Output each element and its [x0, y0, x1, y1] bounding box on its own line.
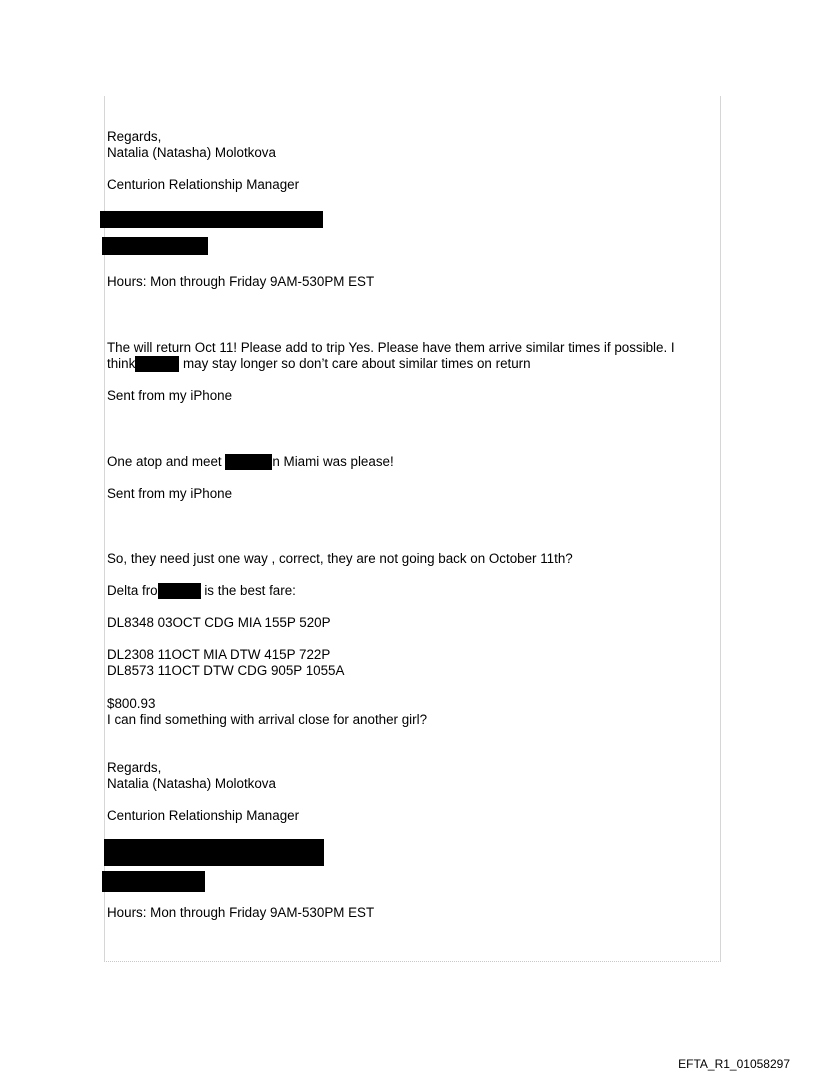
signature-hours: Hours: Mon through Friday 9AM-530PM EST [107, 905, 375, 920]
signature-closing: Regards, [107, 760, 162, 775]
message-text: I can find something with arrival close for another girl? [107, 712, 428, 727]
redaction-bar [104, 839, 324, 866]
message-text [107, 356, 531, 372]
message-text-end: may stay longer so don’t care about similar times on return [179, 356, 531, 371]
message-text-start: One atop and meet [107, 454, 226, 469]
flight-line: DL8348 03OCT CDG MIA 155P 520P [107, 615, 331, 630]
message-text [107, 583, 296, 599]
signature-title: Centurion Relationship Manager [107, 808, 300, 823]
signature-closing: Regards, [107, 129, 162, 144]
redaction-bar [100, 211, 323, 228]
signature-title: Centurion Relationship Manager [107, 177, 300, 192]
signature-name: Natalia (Natasha) Molotkova [107, 776, 276, 791]
sent-from-line: Sent from my iPhone [107, 388, 233, 403]
document-id: EFTA_R1_01058297 [678, 1057, 790, 1071]
redaction-bar [102, 871, 205, 892]
sent-from-line: Sent from my iPhone [107, 486, 233, 501]
message-text-start: Delta fro [107, 583, 158, 598]
redaction-bar [102, 237, 208, 255]
flight-line: DL8573 11OCT DTW CDG 905P 1055A [107, 663, 345, 678]
redaction-bar [158, 583, 201, 599]
message-text [107, 454, 394, 470]
signature-hours: Hours: Mon through Friday 9AM-530PM EST [107, 274, 375, 289]
message-text-start: think [107, 356, 136, 371]
redaction-bar [225, 454, 272, 470]
message-text-end: is the best fare: [200, 583, 296, 598]
fare-price: $800.93 [107, 696, 156, 711]
message-text: So, they need just one way , correct, they are not going back on October 11th? [107, 551, 573, 566]
message-text-end: n Miami was please! [272, 454, 394, 469]
signature-name: Natalia (Natasha) Molotkova [107, 145, 276, 160]
redaction-bar [135, 356, 179, 372]
flight-line: DL2308 11OCT MIA DTW 415P 722P [107, 647, 331, 662]
message-text: The will return Oct 11! Please add to trip Yes. Please have them arrive similar times if possible. I [107, 340, 675, 355]
